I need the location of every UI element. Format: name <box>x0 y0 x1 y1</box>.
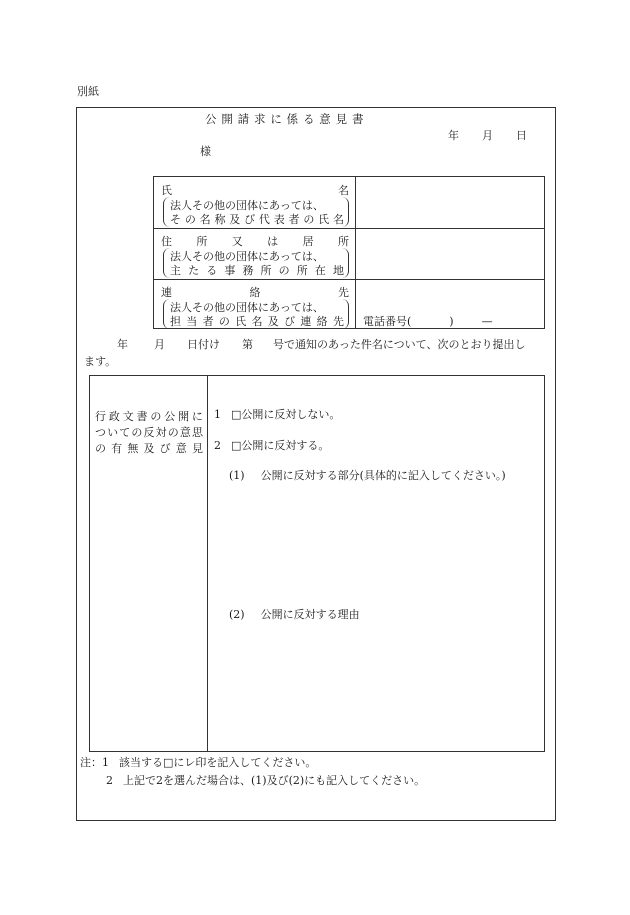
page-label: 別紙 <box>77 85 99 98</box>
addressee-suffix: 様 <box>200 145 211 158</box>
sub-item-2: (2) 公開に反対する理由 <box>229 608 360 621</box>
option-1-checkbox[interactable]: □ <box>231 408 242 421</box>
opinion-table <box>89 375 545 752</box>
option-2-label: 公開に反対する。 <box>241 439 330 452</box>
phone-number-label: 電話番号( ) — <box>363 315 493 328</box>
contact-note-line2: 担 当 者 の 氏 名 及 び 連 絡 先 <box>170 315 344 328</box>
intro-line1: 年 月 日付け 第 号で通知のあった件名について、次のとおり提出し <box>117 338 526 351</box>
contact-cell <box>154 279 355 330</box>
contact-note-line1: 法人その他の団体にあっては、 <box>170 301 324 314</box>
date-year-label: 年 <box>448 129 459 142</box>
form-title: 公開請求に係る意見書 <box>205 112 369 126</box>
party-info-table <box>153 176 545 329</box>
address-cell <box>154 228 355 279</box>
address-bracket <box>163 248 349 278</box>
intro-line2: ます。 <box>84 355 117 368</box>
contact-bracket <box>163 299 349 329</box>
name-input-cell[interactable] <box>356 177 544 228</box>
option-2[interactable]: 2 □公開に反対する。 <box>214 439 330 452</box>
option-2-checkbox[interactable]: □ <box>231 439 242 452</box>
name-note-line2: そ の 名 称 及 び 代 表 者 の 氏 名 <box>170 213 344 226</box>
sub-item-2-input-area[interactable] <box>214 628 538 746</box>
date-month-label: 月 <box>482 129 493 142</box>
left-label-line2: つ い て の 反 対 の 意 思 <box>95 426 203 439</box>
opinion-left-label <box>95 409 203 457</box>
note-1: 注：1 該当する□にレ印を記入してください。 <box>80 756 317 769</box>
note-2: 2 上記で2を選んだ場合は、(1)及び(2)にも記入してください。 <box>106 774 426 787</box>
name-cell <box>154 177 355 228</box>
name-bracket <box>163 197 349 227</box>
option-1[interactable]: 1 □公開に反対しない。 <box>214 408 341 421</box>
address-note-line1: 法人その他の団体にあっては、 <box>170 250 324 263</box>
contact-head: 連 絡 先 <box>161 286 349 299</box>
left-label-line1: 行 政 文 書 の 公 開 に <box>95 410 203 423</box>
sub-item-1-input-area[interactable] <box>214 488 538 598</box>
date-day-label: 日 <box>516 129 527 142</box>
address-input-cell[interactable] <box>356 229 544 279</box>
option-1-label: 公開に反対しない。 <box>241 408 341 421</box>
name-head: 氏 名 <box>161 184 349 197</box>
address-note-line2: 主 た る 事 務 所 の 所 在 地 <box>170 264 344 277</box>
sub-item-1: (1) 公開に反対する部分(具体的に記入してください。) <box>229 469 506 482</box>
name-note-line1: 法人その他の団体にあっては、 <box>170 199 324 212</box>
left-label-line3: の 有 無 及 び 意 見 <box>95 442 203 455</box>
address-head: 住 所 又 は 居 所 <box>161 235 349 248</box>
